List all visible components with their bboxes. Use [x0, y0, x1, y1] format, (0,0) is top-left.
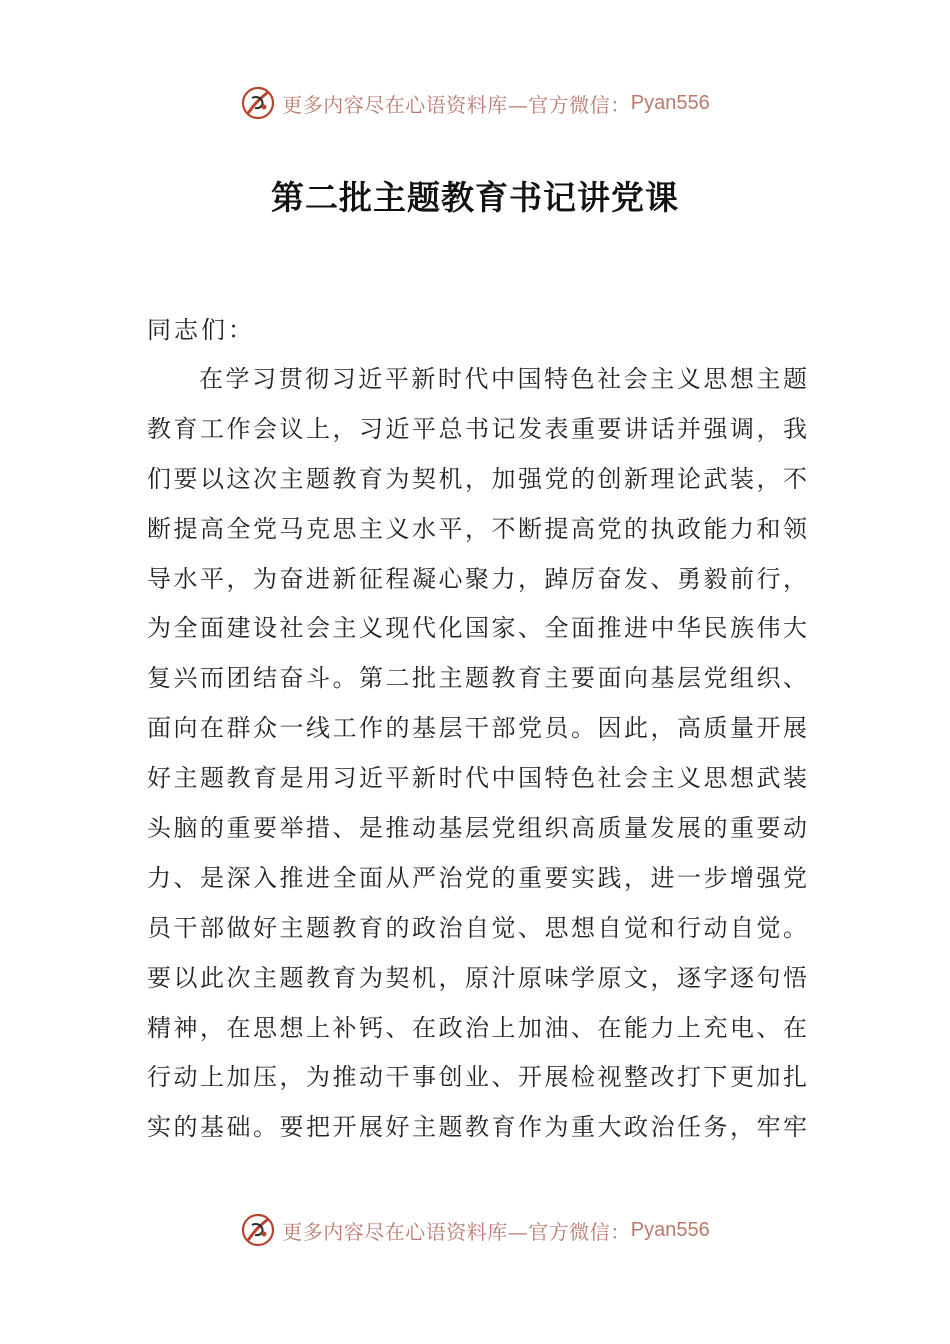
salutation: 同志们：	[147, 316, 255, 344]
body-line: 实的基础。要把开展好主题教育作为重大政治任务，牢牢	[147, 1113, 807, 1142]
body-line: 导水平，为奋进新征程凝心聚力，踔厉奋发、勇毅前行，	[147, 564, 807, 593]
body-line: 头脑的重要举措、是推动基层党组织高质量发展的重要动	[147, 814, 807, 843]
pen-seal-logo-icon	[240, 85, 276, 121]
header-wechat-id: Pyan556	[630, 91, 710, 114]
footer-banner-text: 更多内容尽在心语资料库—官方微信：	[282, 1219, 631, 1244]
body-line: 断提高全党马克思主义水平，不断提高党的执政能力和领	[147, 514, 807, 543]
footer-watermark-banner	[0, 1210, 950, 1250]
document-body	[147, 305, 807, 1153]
footer-wechat-id: Pyan556	[630, 1218, 710, 1241]
body-line: 面向在群众一线工作的基层干部党员。因此，高质量开展	[147, 714, 807, 743]
body-line: 要以此次主题教育为契机，原汁原味学原文，逐字逐句悟	[147, 963, 807, 992]
body-line: 员干部做好主题教育的政治自觉、思想自觉和行动自觉。	[147, 913, 807, 942]
document-title: 第二批主题教育书记讲党课	[271, 178, 679, 217]
pen-seal-logo-icon	[240, 1212, 276, 1248]
header-banner-text: 更多内容尽在心语资料库—官方微信：	[282, 92, 631, 117]
body-line: 行动上加压，为推动干事创业、开展检视整改打下更加扎	[147, 1063, 807, 1092]
body-line: 复兴而团结奋斗。第二批主题教育主要面向基层党组织、	[147, 664, 807, 693]
body-line: 精神，在思想上补钙、在政治上加油、在能力上充电、在	[147, 1013, 807, 1042]
header-watermark-banner	[0, 83, 950, 123]
body-line: 教育工作会议上，习近平总书记发表重要讲话并强调，我	[147, 414, 807, 443]
body-line: 们要以这次主题教育为契机，加强党的创新理论武装，不	[147, 464, 807, 493]
body-line: 为全面建设社会主义现代化国家、全面推进中华民族伟大	[147, 614, 807, 643]
body-line: 力、是深入推进全面从严治党的重要实践，进一步增强党	[147, 863, 807, 892]
body-line: 在学习贯彻习近平新时代中国特色社会主义思想主题	[199, 365, 807, 393]
body-line: 好主题教育是用习近平新时代中国特色社会主义思想武装	[147, 764, 807, 793]
